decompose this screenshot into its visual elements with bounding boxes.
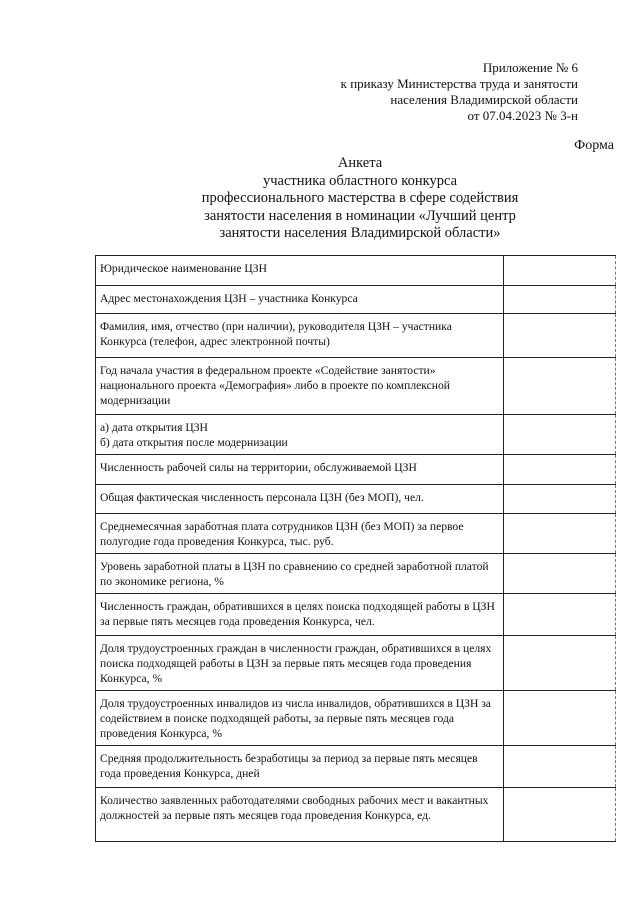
questionnaire-table: [95, 255, 616, 842]
title-line-2: участника областного конкурса: [262, 172, 458, 189]
row-label: Количество заявленных работодателями свободных рабочих мест и вакантных должностей за первые пять месяцев года проведения Конкурса, ед.: [96, 788, 504, 842]
appendix-region-line: населения Владимирской области: [390, 92, 578, 107]
row-label: Общая фактическая численность персонала ЦЗН (без МОП), чел.: [96, 485, 504, 514]
table-row: [96, 358, 616, 415]
title-line-3: профессионального мастерства в сфере содействия: [201, 190, 519, 206]
row-label: Юридическое наименование ЦЗН: [96, 256, 504, 286]
title-line-4: занятости населения в номинации «Лучший центр: [204, 207, 516, 224]
row-value-field[interactable]: [504, 485, 616, 514]
row-label: а) дата открытия ЦЗН б) дата открытия после модернизации: [96, 415, 504, 455]
row-value-field[interactable]: [504, 636, 616, 691]
table-row: [96, 788, 616, 842]
row-label: Фамилия, имя, отчество (при наличии), руководителя ЦЗН – участника Конкурса (телефон, адрес электронной почты): [96, 314, 504, 358]
row-value-field[interactable]: [504, 314, 616, 358]
row-value-field[interactable]: [504, 554, 616, 594]
row-value-field[interactable]: [504, 256, 616, 286]
title-line-5: занятости населения Владимирской области»: [219, 225, 501, 241]
table-row: [96, 554, 616, 594]
table-row: [96, 691, 616, 746]
row-value-field[interactable]: [504, 691, 616, 746]
row-value-field[interactable]: [504, 415, 616, 455]
form-label: Форма: [574, 138, 614, 153]
document-title: [140, 155, 580, 243]
row-label: Адрес местонахождения ЦЗН – участника Конкурса: [96, 286, 504, 314]
table-row: [96, 455, 616, 485]
row-label: Год начала участия в федеральном проекте «Содействие занятости» национального проекта «Демография» либо в проекте по комплексной модернизации: [96, 358, 504, 415]
row-value-field[interactable]: [504, 514, 616, 554]
table-row: [96, 314, 616, 358]
row-value-field[interactable]: [504, 286, 616, 314]
table-row: [96, 594, 616, 636]
table-row: [96, 485, 616, 514]
row-value-field[interactable]: [504, 594, 616, 636]
row-value-field[interactable]: [504, 455, 616, 485]
appendix-order-line: к приказу Министерства труда и занятости: [340, 76, 578, 91]
row-value-field[interactable]: [504, 788, 616, 842]
appendix-title: Приложение № 6: [482, 60, 578, 75]
row-label: Доля трудоустроенных граждан в численности граждан, обратившихся в целях поиска подходящей работы в ЦЗН за первые пять месяцев года проведения Конкурса, %: [96, 636, 504, 691]
table-row: [96, 256, 616, 286]
row-label: Уровень заработной платы в ЦЗН по сравнению со средней заработной платой по экономике региона, %: [96, 554, 504, 594]
row-label: Средняя продолжительность безработицы за период за первые пять месяцев года проведения Конкурса, дней: [96, 746, 504, 788]
row-value-field[interactable]: [504, 746, 616, 788]
row-label: Доля трудоустроенных инвалидов из числа инвалидов, обратившихся в ЦЗН за содействием в поиске подходящей работы, за первые пять месяцев года проведения Конкурса, %: [96, 691, 504, 746]
table-row: [96, 746, 616, 788]
row-label: Численность граждан, обратившихся в целях поиска подходящей работы в ЦЗН за первые пять месяцев года проведения Конкурса, чел.: [96, 594, 504, 636]
table-row: [96, 514, 616, 554]
row-label: Численность рабочей силы на территории, обслуживаемой ЦЗН: [96, 455, 504, 485]
table-row: [96, 415, 616, 455]
appendix-header: [278, 60, 578, 124]
appendix-date-line: от 07.04.2023 № 3-н: [467, 108, 578, 123]
row-label: Среднемесячная заработная плата сотрудников ЦЗН (без МОП) за первое полугодие года проведения Конкурса, тыс. руб.: [96, 514, 504, 554]
title-line-1: Анкета: [337, 155, 383, 171]
row-value-field[interactable]: [504, 358, 616, 415]
table-row: [96, 636, 616, 691]
table-row: [96, 286, 616, 314]
